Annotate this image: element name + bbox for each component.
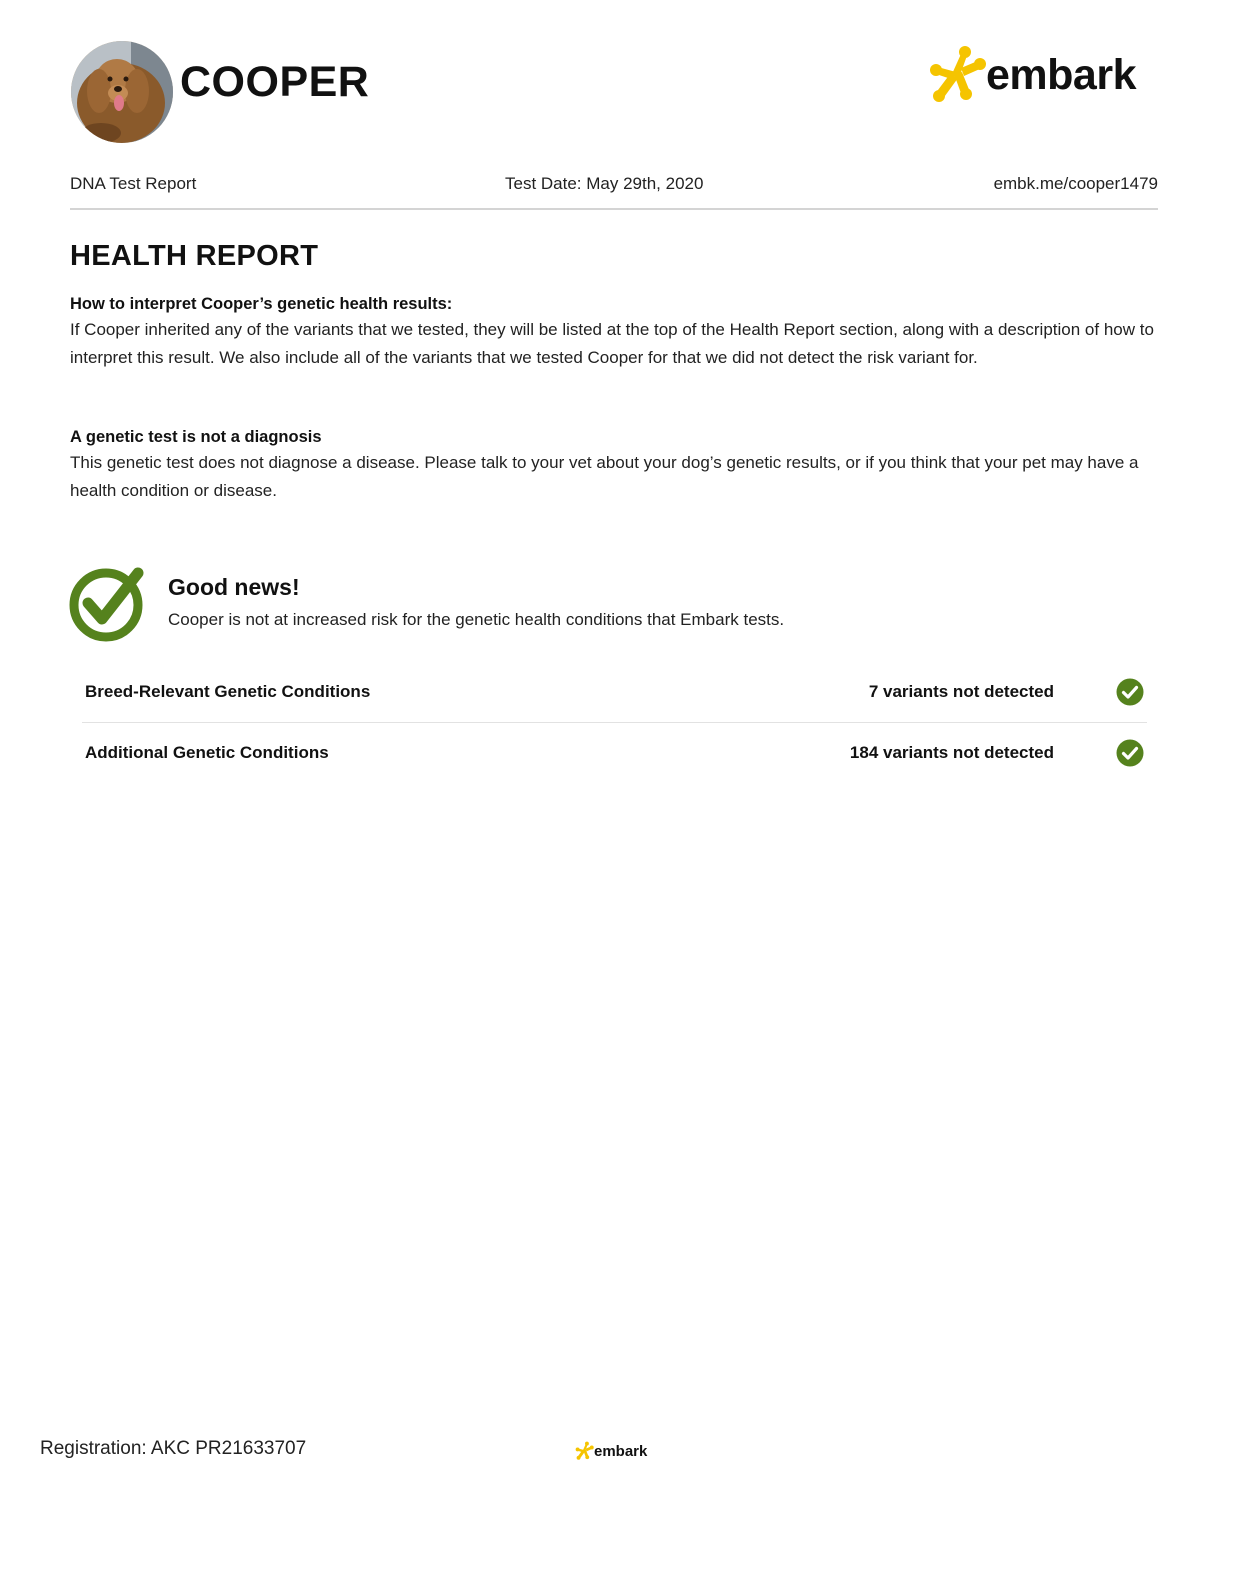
condition-row-breed-relevant[interactable] — [82, 662, 1147, 722]
embark-logo-icon — [575, 1441, 595, 1461]
profile-link[interactable]: embk.me/cooper1479 — [993, 174, 1158, 193]
dog-photo-icon — [71, 41, 173, 143]
test-date: Test Date: May 29th, 2020 — [505, 174, 704, 193]
check-circle-icon — [68, 563, 148, 643]
interpret-heading: How to interpret Cooper’s genetic health results: — [70, 295, 453, 313]
embark-logo-icon — [928, 44, 990, 106]
good-news-text: Cooper is not at increased risk for the genetic health conditions that Embark tests. — [168, 610, 785, 629]
check-circle-icon — [1116, 678, 1144, 706]
check-circle-icon — [1116, 739, 1144, 767]
interpret-body: If Cooper inherited any of the variants that we tested, they will be listed at the top of the Health Report section, along with a description of how to interpret this result. We also include all of the variants that we tested Cooper for that we did not detect the risk variant for. — [70, 320, 1154, 367]
diagnosis-heading: A genetic test is not a diagnosis — [70, 428, 322, 446]
good-news-title: Good news! — [168, 574, 300, 600]
conditions-list — [82, 662, 1147, 783]
diagnosis-section — [70, 425, 1155, 505]
report-type: DNA Test Report — [70, 174, 197, 193]
interpret-section — [70, 292, 1155, 372]
condition-label: Breed-Relevant Genetic Conditions — [85, 682, 371, 701]
registration-number: Registration: AKC PR21633707 — [40, 1438, 307, 1459]
brand-name: embark — [986, 51, 1136, 99]
divider — [70, 208, 1158, 210]
diagnosis-body: This genetic test does not diagnose a disease. Please talk to your vet about your dog’s genetic results, or if you think that your pet may have a health condition or disease. — [70, 453, 1139, 500]
dog-name: COOPER — [180, 58, 370, 106]
report-meta — [70, 174, 1158, 198]
condition-row-additional[interactable] — [82, 722, 1147, 783]
dog-avatar — [71, 41, 173, 143]
page-title: HEALTH REPORT — [70, 240, 319, 272]
condition-value: 184 variants not detected — [849, 743, 1054, 762]
brand-logo — [928, 44, 1136, 106]
condition-value: 7 variants not detected — [868, 682, 1054, 701]
footer-brand-name: embark — [594, 1442, 648, 1460]
footer-logo — [575, 1440, 647, 1462]
condition-label: Additional Genetic Conditions — [85, 743, 329, 762]
